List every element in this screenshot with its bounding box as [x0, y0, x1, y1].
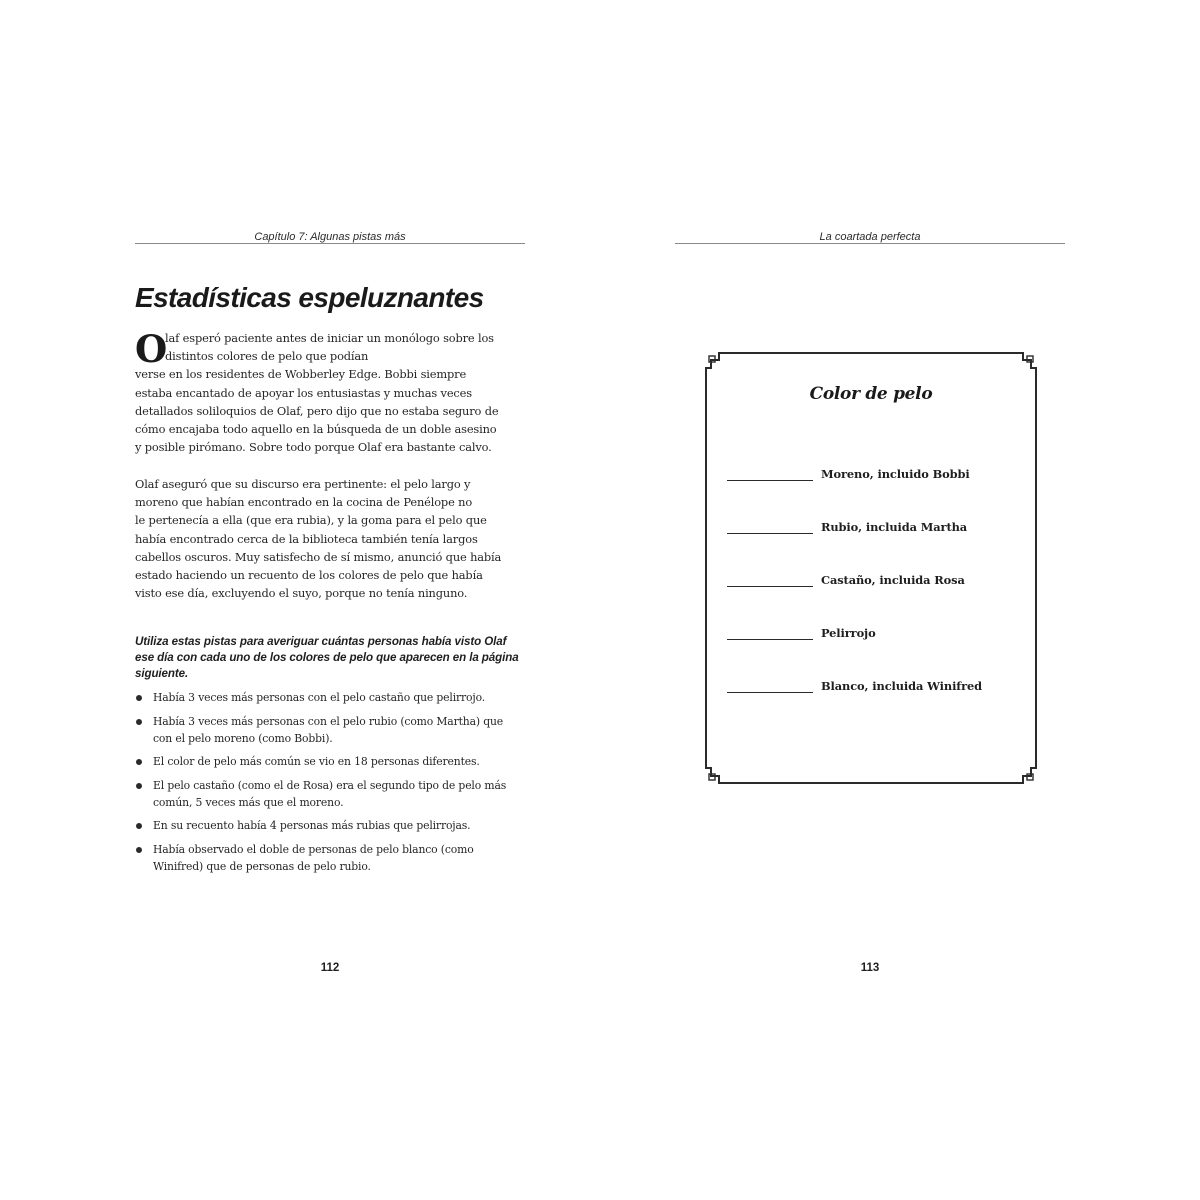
hair-color-label: Pelirrojo: [821, 626, 876, 640]
hair-color-label: Castaño, incluida Rosa: [821, 573, 965, 587]
list-item: [135, 689, 527, 706]
paragraph-line: estaba encantado de apoyar los entusiastas y muchas veces: [135, 385, 472, 400]
bullet-icon: [136, 695, 142, 701]
clue-text: El color de pelo más común se vio en 18 personas diferentes.: [153, 755, 480, 768]
instruction-line: ese día con cada uno de los colores de pelo que aparecen en la página: [135, 651, 519, 664]
hair-color-row: [727, 514, 1017, 534]
paragraph-line: estado haciendo un recuento de los colores de pelo que había: [135, 568, 483, 583]
paragraph-line: visto ese día, excluyendo el suyo, porque no tenía ninguno.: [135, 586, 468, 601]
hair-color-row: [727, 673, 1017, 693]
instruction-line: siguiente.: [135, 667, 189, 680]
answer-blank[interactable]: [727, 586, 813, 587]
clue-text: Había observado el doble de personas de pelo blanco (como: [153, 842, 474, 856]
hair-color-row: [727, 461, 1017, 481]
drop-cap-letter: O: [135, 327, 168, 371]
answer-blank[interactable]: [727, 480, 813, 481]
hair-color-row: [727, 567, 1017, 587]
running-head-left: Capítulo 7: Algunas pistas más: [254, 231, 406, 243]
clue-text: Había 3 veces más personas con el pelo castaño que pelirrojo.: [153, 691, 486, 704]
paragraph-line: distintos colores de pelo que podían: [165, 349, 369, 364]
clue-list: [135, 689, 527, 881]
answer-blank[interactable]: [727, 639, 813, 640]
paragraph-2: [135, 475, 527, 602]
header-rule-left: [135, 243, 525, 244]
header-rule-right: [675, 243, 1065, 244]
paragraph-line: detallados soliloquios de Olaf, pero dijo que no estaba seguro de: [135, 403, 499, 418]
hair-color-label: Blanco, incluida Winifred: [821, 679, 983, 693]
page-number-left: 112: [320, 962, 340, 974]
running-head-right: La coartada perfecta: [819, 231, 921, 243]
answer-blank[interactable]: [727, 692, 813, 693]
paragraph-line: había encontrado cerca de la biblioteca también tenía largos: [135, 531, 478, 546]
clue-text: Había 3 veces más personas con el pelo rubio (como Martha) que: [153, 714, 504, 728]
hair-color-row: [727, 620, 1017, 640]
hair-color-label: Moreno, incluido Bobbi: [821, 467, 970, 481]
answer-blank[interactable]: [727, 533, 813, 534]
list-item: [135, 777, 527, 811]
bullet-icon: [136, 719, 142, 725]
paragraph-line: laf esperó paciente antes de iniciar un monólogo sobre los: [165, 331, 494, 345]
paragraph-line: cómo encajaba todo aquello en la búsqueda de un doble asesino: [135, 422, 497, 437]
paragraph-line: le pertenecía a ella (que era rubia), y la goma para el pelo que: [135, 513, 487, 528]
bullet-icon: [136, 783, 142, 789]
hair-color-label: Rubio, incluida Martha: [821, 520, 968, 534]
paragraph-line: verse en los residentes de Wobberley Edge. Bobbi siempre: [135, 367, 467, 382]
paragraph-line: y posible pirómano. Sobre todo porque Olaf era bastante calvo.: [135, 440, 492, 455]
list-item: [135, 817, 527, 834]
clue-text: Winifred) que de personas de pelo rubio.: [153, 859, 371, 873]
list-item: [135, 841, 527, 875]
frame-title: Color de pelo: [809, 384, 933, 404]
list-item: [135, 753, 527, 770]
paragraph-line: moreno que habían encontrado en la cocina de Penélope no: [135, 495, 473, 510]
puzzle-instruction: [135, 634, 527, 682]
clue-text: con el pelo moreno (como Bobbi).: [153, 731, 333, 745]
page-number-right: 113: [860, 962, 880, 974]
instruction-line: Utiliza estas pistas para averiguar cuántas personas había visto Olaf: [135, 635, 507, 648]
bullet-icon: [136, 759, 142, 765]
paragraph-1: [135, 329, 527, 456]
bullet-icon: [136, 847, 142, 853]
clue-text: En su recuento había 4 personas más rubias que pelirrojas.: [153, 819, 471, 832]
list-item: [135, 713, 527, 747]
clue-text: común, 5 veces más que el moreno.: [153, 795, 344, 809]
paragraph-line: Olaf aseguró que su discurso era pertinente: el pelo largo y: [135, 477, 471, 491]
paragraph-line: cabellos oscuros. Muy satisfecho de sí mismo, anunció que había: [135, 549, 502, 564]
section-title: Estadísticas espeluznantes: [135, 282, 484, 313]
bullet-icon: [136, 823, 142, 829]
clue-text: El pelo castaño (como el de Rosa) era el segundo tipo de pelo más: [153, 778, 507, 792]
